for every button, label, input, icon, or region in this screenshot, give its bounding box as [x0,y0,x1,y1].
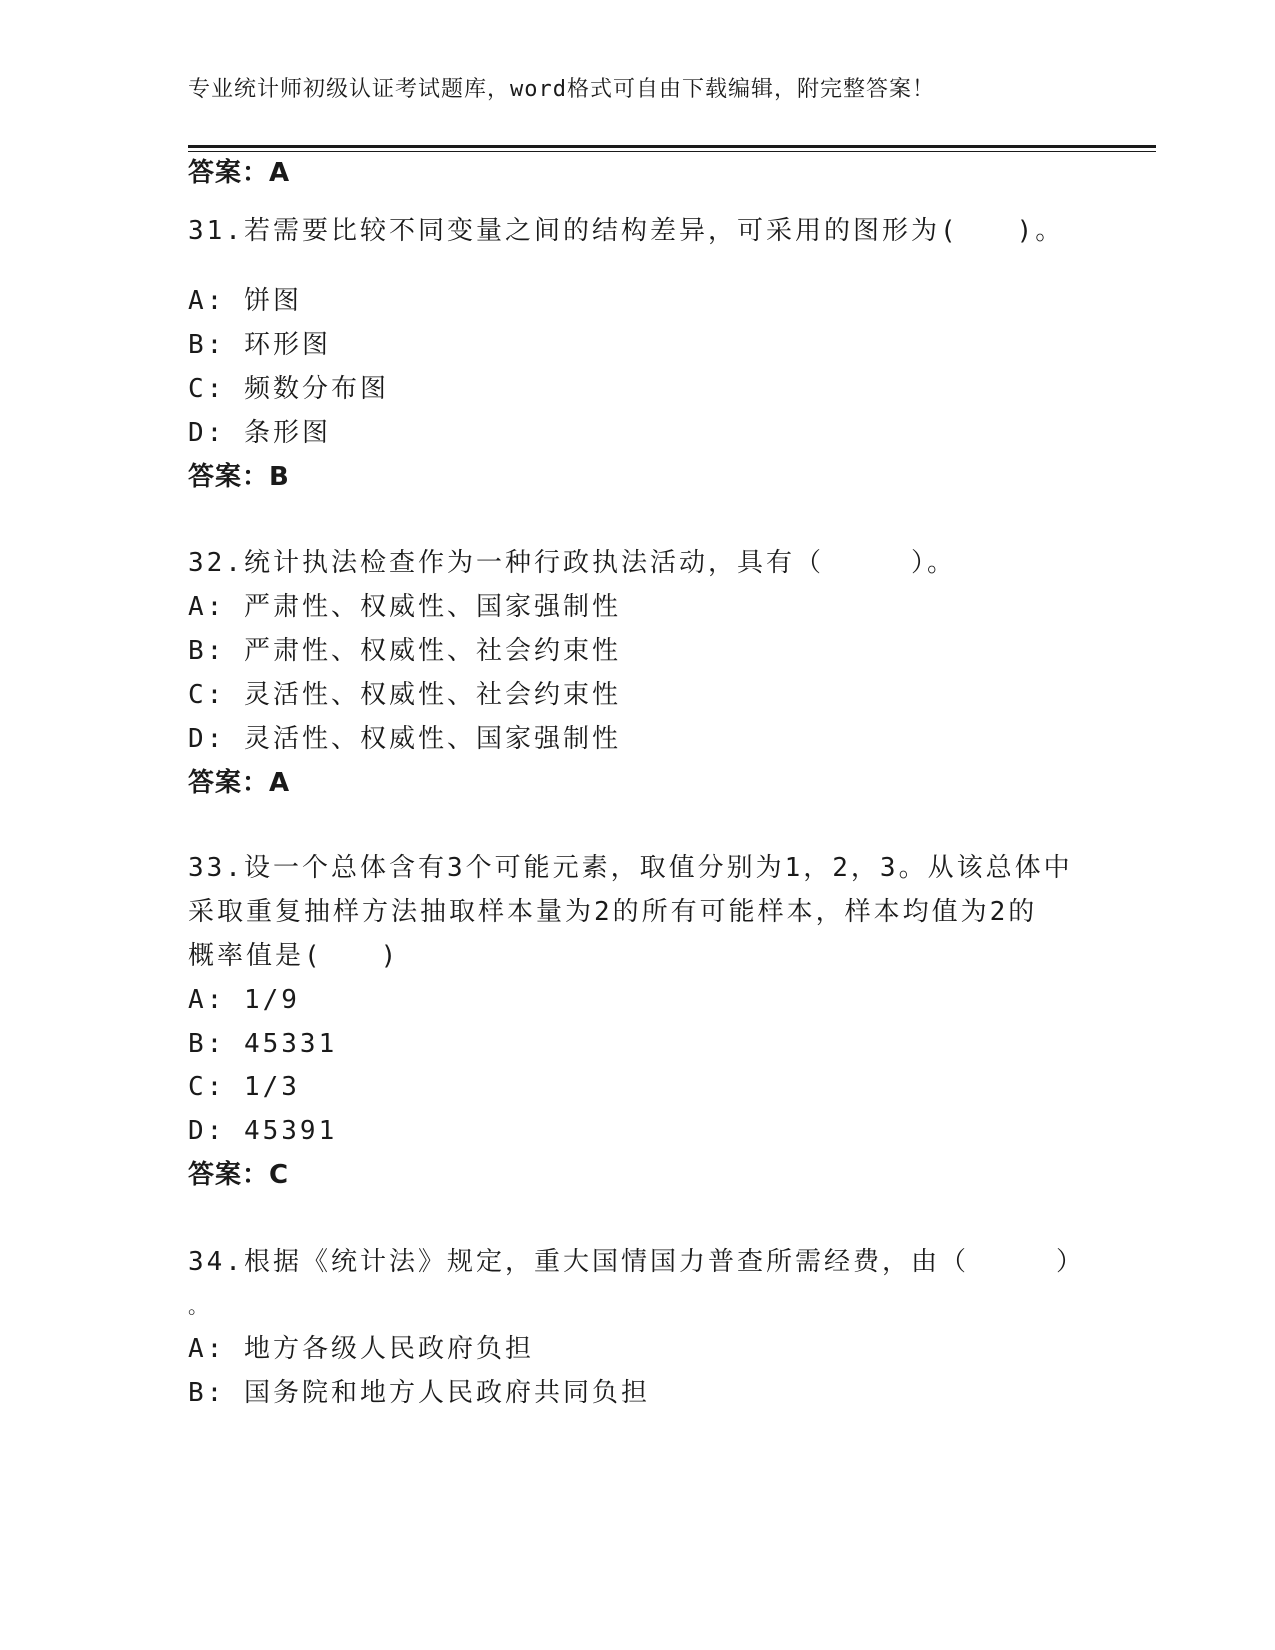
question-31-option-b: B: 环形图 [188,330,331,360]
question-34-stem-line-2: 。 [188,1294,211,1318]
question-31-answer: 答案：B [188,462,290,492]
question-33-option-c: C: 1/3 [188,1072,300,1102]
question-31-stem: 31.若需要比较不同变量之间的结构差异，可采用的图形为( )。 [188,216,1065,246]
question-32-option-a: A: 严肃性、权威性、国家强制性 [188,592,621,622]
question-32-option-d: D: 灵活性、权威性、国家强制性 [188,724,621,754]
question-31-option-a: A: 饼图 [188,286,302,316]
question-33-stem-line-1: 33.设一个总体含有3个可能元素，取值分别为1，2，3。从该总体中 [188,853,1073,883]
question-34-stem-line-1: 34.根据《统计法》规定，重大国情国力普查所需经费，由（ ） [188,1247,1085,1277]
page-header: 专业统计师初级认证考试题库，word格式可自由下载编辑，附完整答案！ [188,77,935,102]
question-33-option-a: A: 1/9 [188,985,300,1015]
header-rule-thick [188,145,1156,148]
question-34-option-a: A: 地方各级人民政府负担 [188,1334,534,1364]
question-32-option-b: B: 严肃性、权威性、社会约束性 [188,636,621,666]
answer-30: 答案：A [188,158,291,188]
question-31-option-c: C: 频数分布图 [188,374,389,404]
header-rule-thin [188,151,1156,152]
question-33-stem-line-3: 概率值是( ) [188,941,400,971]
question-32-stem: 32.统计执法检查作为一种行政执法活动，具有（ ）。 [188,548,956,578]
question-33-stem-line-2: 采取重复抽样方法抽取样本量为2的所有可能样本，样本均值为2的 [188,897,1038,927]
question-32-answer: 答案：A [188,768,291,798]
question-33-option-d: D: 45391 [188,1116,338,1146]
question-33-answer: 答案：C [188,1160,290,1190]
question-34-option-b: B: 国务院和地方人民政府共同负担 [188,1378,650,1408]
question-33-option-b: B: 45331 [188,1029,338,1059]
question-32-option-c: C: 灵活性、权威性、社会约束性 [188,680,621,710]
question-31-option-d: D: 条形图 [188,418,331,448]
